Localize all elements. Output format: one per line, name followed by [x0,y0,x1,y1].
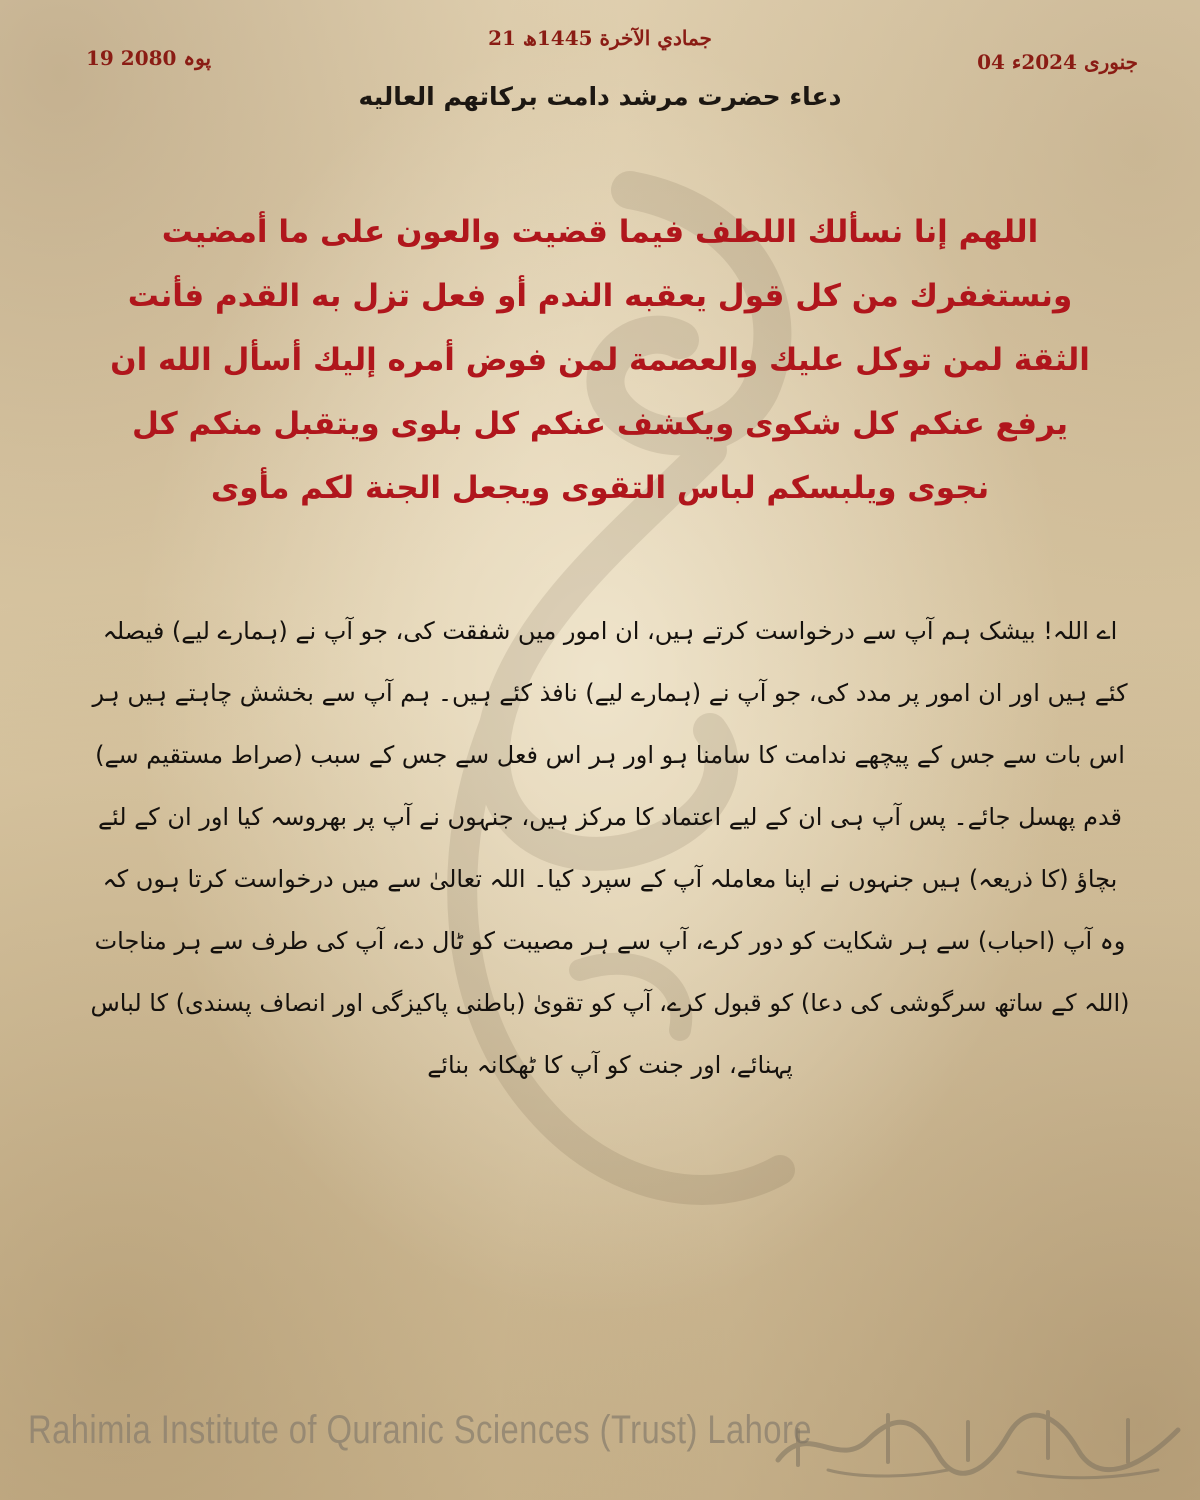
arabic-dua-text: اللهم إنا نسألك اللطف فيما قضيت والعون على ما أمضيت ونستغفرك من كل قول يعقبه الندم أو فعل تزل به القدم فأنت الثقة لمن توكل عليك والعصمة لمن فوض أمره إليك أسأل الله ان يرفع عنكم كل شكوى ويكشف عنكم كل بلوى ويتقبل منكم كل نجوى ويلبسكم لباس التقوى ويجعل الجنة لكم مأوى [110,214,1090,506]
institute-calligraphy-logo-icon [768,1400,1188,1480]
hijri-date: 21 جمادي الآخرة 1445ھ [488,26,712,50]
footer [28,1400,1188,1490]
urdu-translation-text: اے اللہ! بیشک ہم آپ سے درخواست کرتے ہیں، ان امور میں شفقت کی، جو آپ نے (ہمارے لیے) فیصلہ کئے ہیں اور ان امور پر مدد کی، جو آپ نے (ہمارے لیے) نافذ کئے ہیں۔ ہم آپ سے بخشش چاہتے ہیں ہر اس بات سے جس کے پیچھے ندامت کا سامنا ہو اور ہر اس فعل سے جس کے سبب (صراط مستقیم سے) قدم پھسل جائے۔ پس آپ ہی ان کے لیے اعتماد کا مرکز ہیں، جنہوں نے آپ پر بھروسہ کیا اور ان کے لئے بچاؤ (کا ذریعہ) ہیں جنہوں نے اپنا معاملہ آپ کے سپرد کیا۔ اللہ تعالیٰ سے میں درخواست کرتا ہوں کہ وہ آپ (احباب) سے ہر شکایت کو دور کرے، آپ سے ہر مصیبت کو ٹال دے، آپ کی طرف سے ہر مناجات (اللہ کے ساتھ سرگوشی کی دعا) کو قبول کرے، آپ کو تقویٰ (باطنی پاکیزگی اور انصاف پسندی) کا لباس پہنائے، اور جنت کو آپ کا ٹھکانہ بنائے [90,617,1130,1079]
bikrami-date: 19 پوہ 2080 [86,46,212,70]
gregorian-date: 04 جنوری 2024ء [977,50,1138,74]
date-header [0,22,1200,82]
institute-name-english: Rahimia Institute of Quranic Sciences (Trust) Lahore [28,1408,812,1452]
page-title: دعاء حضرت مرشد دامت برکاتهم العالیه [358,82,842,111]
